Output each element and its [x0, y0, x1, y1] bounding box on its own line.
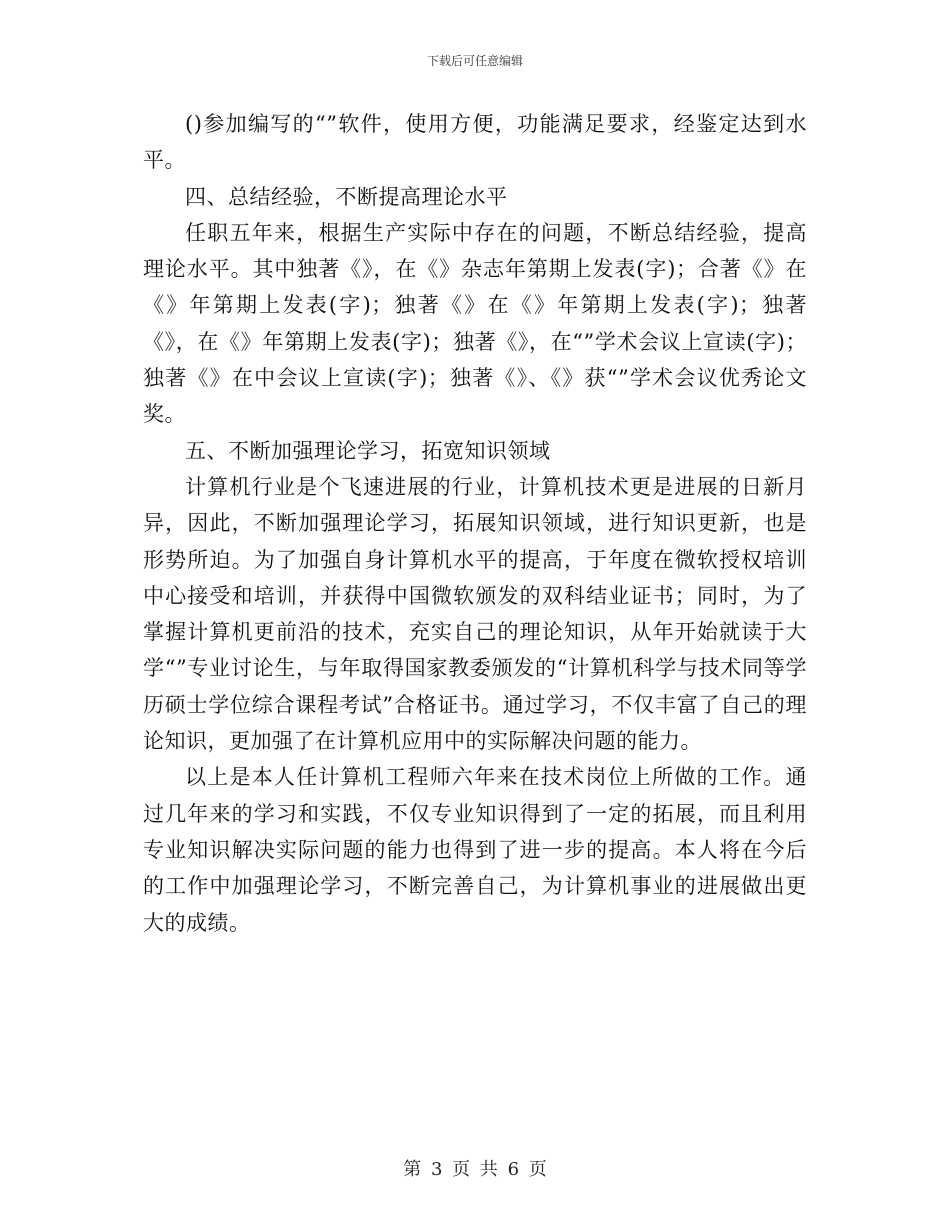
paragraph-summary: 以上是本人任计算机工程师六年来在技术岗位上所做的工作。通过几年来的学习和实践，不仅专业知识得到了一定的拓展，而且利用专业知识解决实际问题的能力也得到了进一步的提高。本人将在今后的工作中加强理论学习，不断完善自己，为计算机事业的进展做出更大的成绩。	[143, 765, 807, 935]
section-heading-5: 五、不断加强理论学习，拓宽知识领域	[185, 438, 551, 463]
page-number: 第 3 页 共 6 页	[403, 1159, 547, 1180]
section-heading-4: 四、总结经验，不断提高理论水平	[185, 184, 508, 209]
paragraph-learning: 计算机行业是个飞速进展的行业，计算机技术更是进展的日新月异，因此，不断加强理论学习，拓展知识领域，进行知识更新，也是形势所迫。为了加强自身计算机水平的提高，于年度在微软授权培训中心接受和培训，并获得中国微软颁发的双科结业证书；同时，为了掌握计算机更前沿的技术，充实自己的理论知识，从年开始就读于大学“”专业讨论生，与年取得国家教委颁发的“计算机科学与技术同等学历硕士学位综合课程考试”合格证书。通过学习，不仅丰富了自己的理论知识，更加强了在计算机应用中的实际解决问题的能力。	[143, 474, 807, 754]
page-header: 下载后可任意编辑	[426, 54, 523, 68]
paragraph-software: ()参加编写的“”软件，使用方便，功能满足要求，经鉴定达到水平。	[143, 112, 807, 173]
document-body	[143, 106, 807, 941]
paragraph-publications: 任职五年来，根据生产实际中存在的问题，不断总结经验，提高理论水平。其中独著《》，在《》杂志年第期上发表(字)；合著《》在《》年第期上发表(字)；独著《》在《》年第期上发表(字)；独著《》，在《》年第期上发表(字)；独著《》，在“”学术会议上宣读(字)；独著《》在中会议上宣读(字)；独著《》、《》获“”学术会议优秀论文奖。	[143, 220, 807, 427]
